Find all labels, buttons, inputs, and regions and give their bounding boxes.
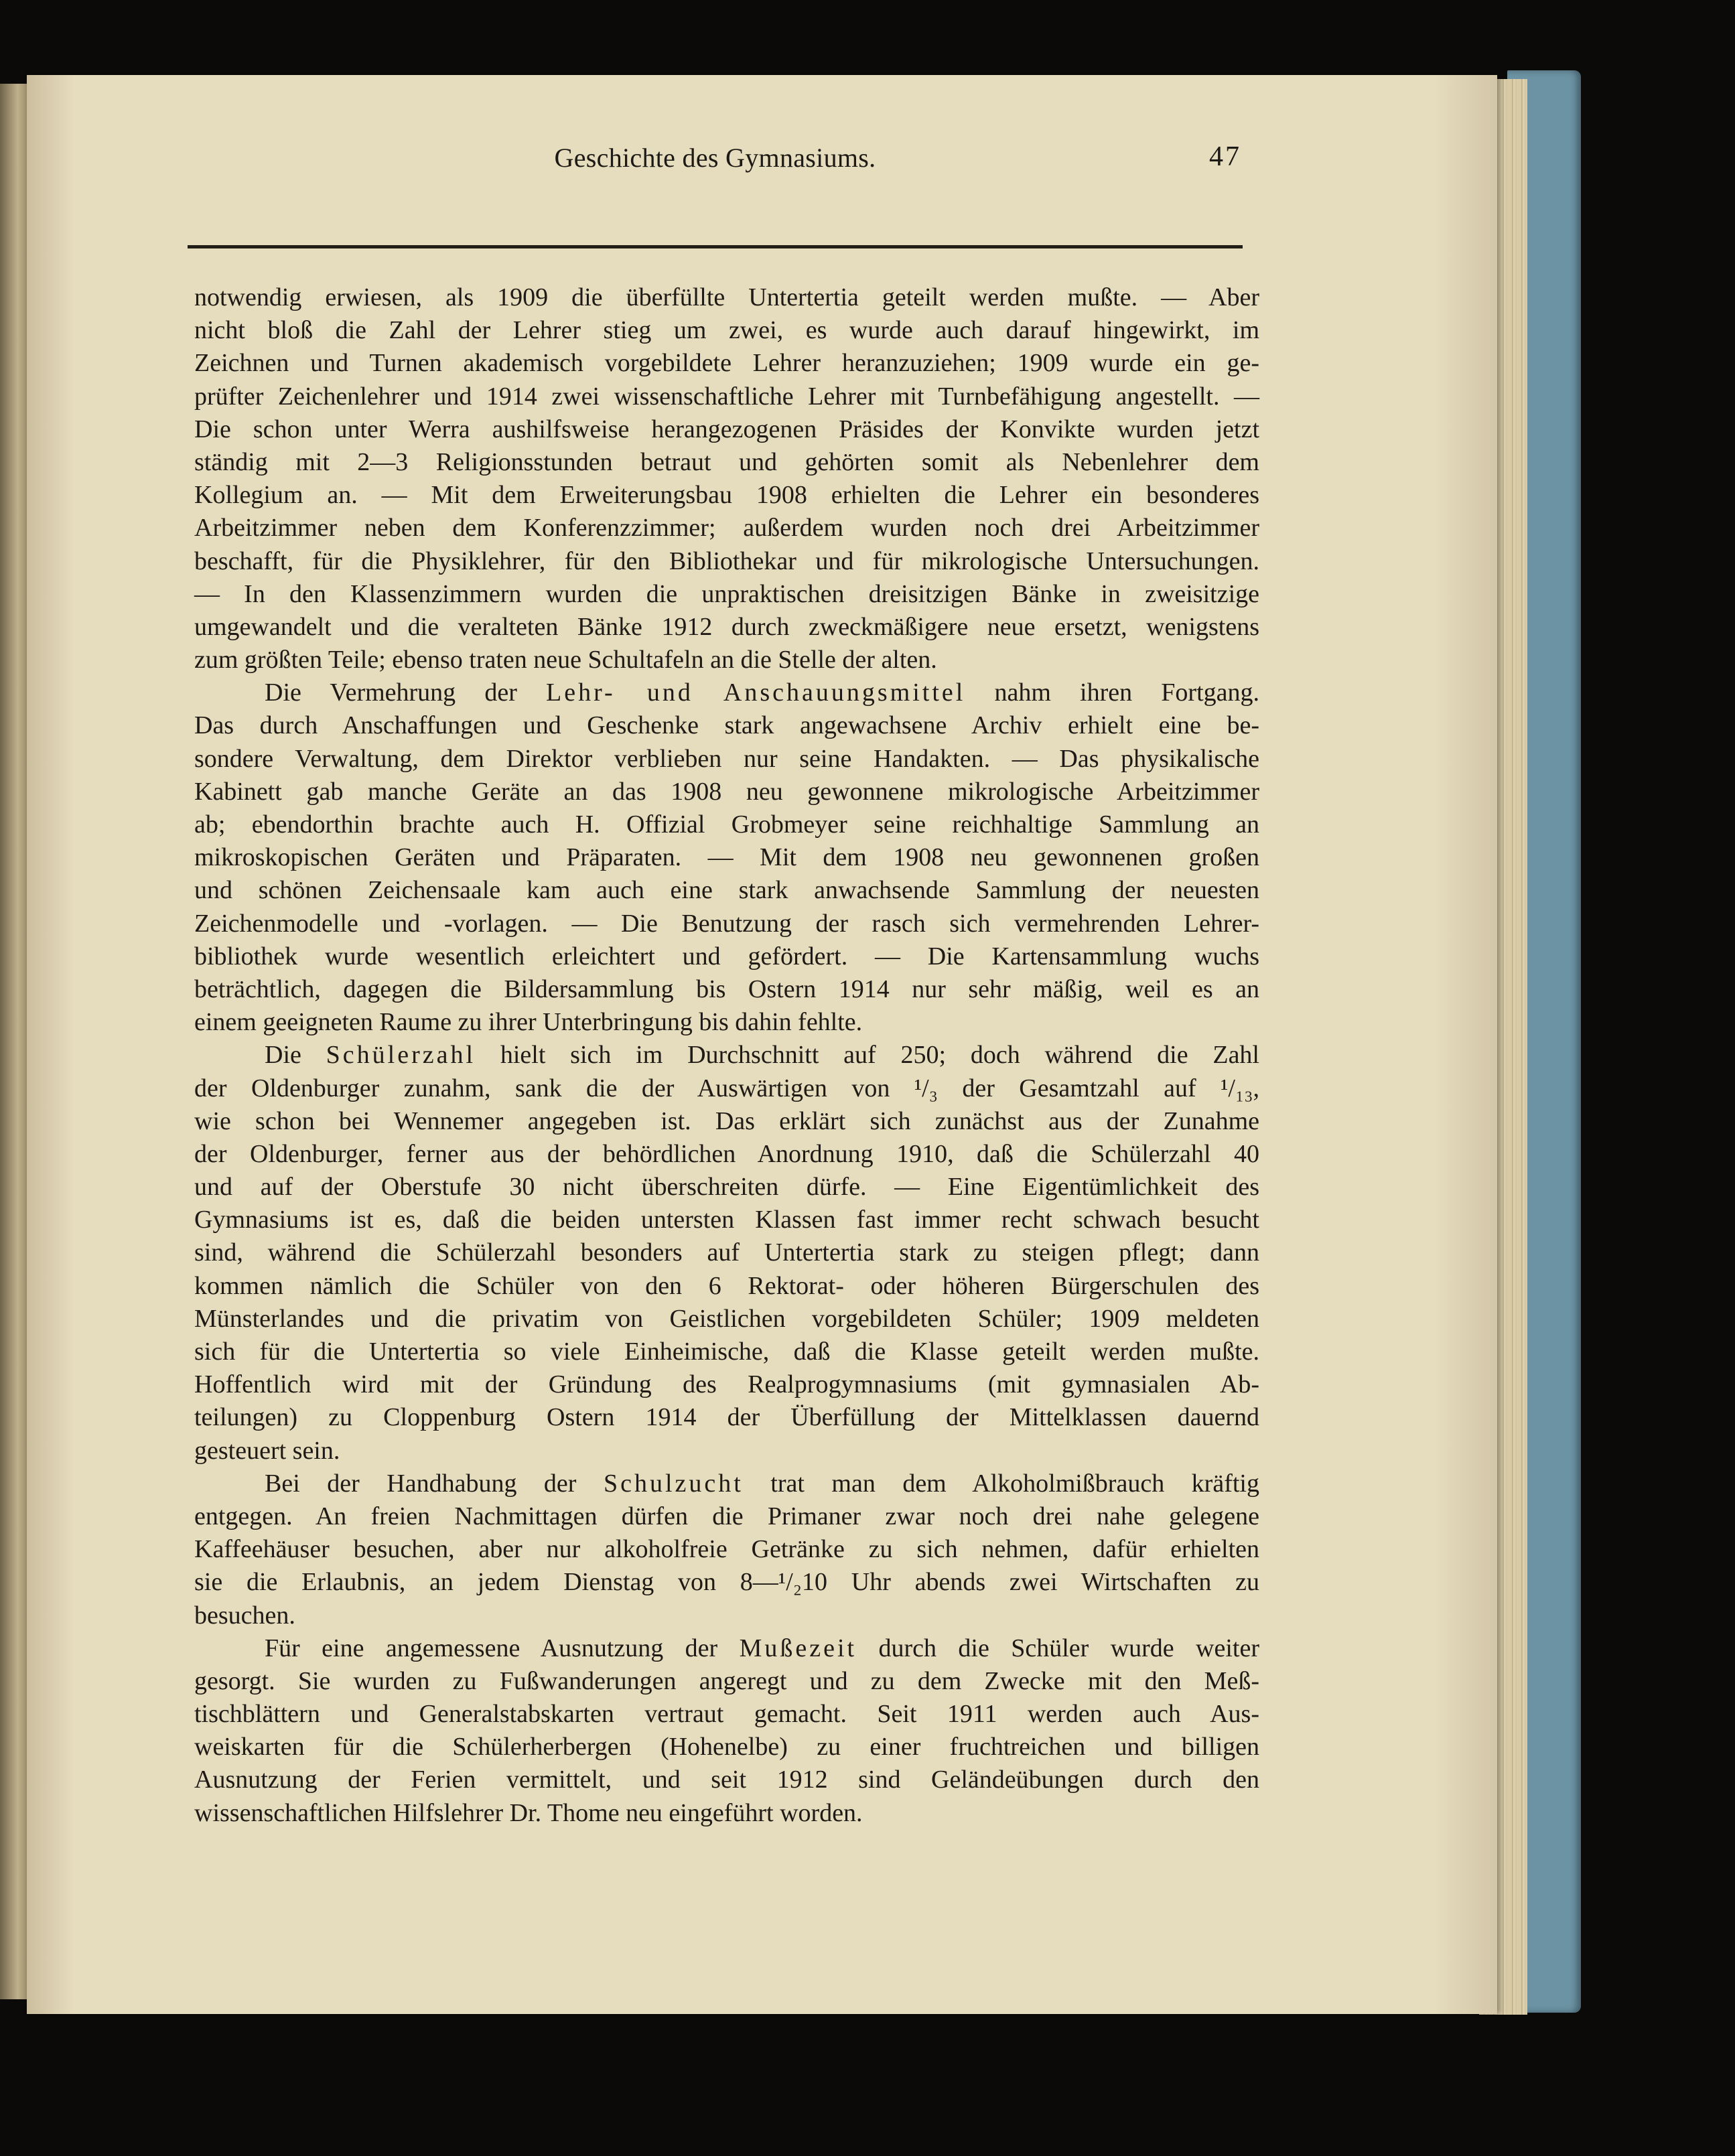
text-line: notwendig erwiesen, als 1909 die überfüllte Untertertia geteilt werden mußte. — Aber xyxy=(194,283,1259,311)
text-line: Zeichenmodelle und -vorlagen. — Die Benutzung der rasch sich vermehrenden Lehrer- xyxy=(194,909,1259,938)
text-line: und schönen Zeichensaale kam auch eine stark anwachsende Sammlung der neuesten xyxy=(194,876,1259,905)
text-line: entgegen. An freien Nachmittagen dürfen die Primaner zwar noch drei nahe gelegene xyxy=(194,1502,1259,1530)
text-line: tischblättern und Generalstabskarten vertraut gemacht. Seit 1911 werden auch Aus- xyxy=(194,1700,1259,1729)
text-line: sind, während die Schülerzahl besonders auf Untertertia stark zu steigen pflegt; dann xyxy=(194,1238,1259,1267)
text-line: Das durch Anschaffungen und Geschenke stark angewachsene Archiv erhielt eine be- xyxy=(194,711,1259,740)
text-line xyxy=(194,1467,1259,1500)
text-line xyxy=(194,1632,1259,1665)
text-line: und auf der Oberstufe 30 nicht überschreiten dürfe. — Eine Eigentümlichkeit des xyxy=(194,1173,1259,1202)
text-run: nahm ihren Fortgang. xyxy=(965,678,1260,707)
text-line: nicht bloß die Zahl der Lehrer stieg um zwei, es wurde auch darauf hingewirkt, im xyxy=(194,316,1259,345)
text-run: hielt sich im Durchschnitt auf 250; doch während die Zahl xyxy=(476,1041,1259,1070)
text-line: gesorgt. Sie wurden zu Fußwanderungen angeregt und zu dem Zwecke mit den Meß- xyxy=(194,1666,1259,1695)
text-line: bibliothek wurde wesentlich erleichtert und gefördert. — Die Kartensammlung wuchs xyxy=(194,942,1259,971)
text-run: Die Vermehrung der xyxy=(265,678,547,707)
text-run: Die xyxy=(265,1041,326,1070)
text-line: prüfter Zeichenlehrer und 1914 zwei wissenschaftliche Lehrer mit Turnbefähigung angestellt. — xyxy=(194,382,1259,411)
text-line: ständig mit 2—3 Religionsstunden betraut und gehörten somit als Nebenlehrer dem xyxy=(194,447,1259,476)
text-line: besuchen. xyxy=(194,1601,295,1630)
spaced-keyword: Schulzucht xyxy=(603,1469,744,1498)
text-line: — In den Klassenzimmern wurden die unpraktischen dreisitzigen Bänke in zweisitzige xyxy=(194,579,1259,608)
page-number: 47 xyxy=(1209,141,1241,172)
spaced-keyword: Mußezeit xyxy=(739,1634,857,1662)
text-line: der Oldenburger zunahm, sank die der Auswärtigen von ¹/₃ der Gesamtzahl auf ¹/₁₃, xyxy=(194,1074,1259,1102)
text-line: sie die Erlaubnis, an jedem Dienstag von 8—¹/₂10 Uhr abends zwei Wirtschaften zu xyxy=(194,1568,1259,1597)
text-line xyxy=(194,1039,1259,1072)
text-line: beträchtlich, dagegen die Bildersammlung bis Ostern 1914 nur sehr mäßig, weil es an xyxy=(194,975,1259,1003)
text-run: Für eine angemessene Ausnutzung der xyxy=(265,1634,740,1662)
text-run: Bei der Handhabung der xyxy=(265,1469,604,1498)
text-line: Kabinett gab manche Geräte an das 1908 neu gewonnene mikrologische Arbeitzimmer xyxy=(194,777,1259,806)
text-line: wissenschaftlichen Hilfslehrer Dr. Thome neu eingeführt worden. xyxy=(194,1798,863,1827)
text-line: Die schon unter Werra aushilfsweise herangezogenen Präsides der Konvikte wurden jetzt xyxy=(194,415,1259,443)
text-run: trat man dem Alkoholmißbrauch kräftig xyxy=(743,1469,1259,1498)
text-line: Zeichnen und Turnen akademisch vorgebildete Lehrer heranzuziehen; 1909 wurde ein ge- xyxy=(194,349,1259,378)
text-line: weiskarten für die Schülerherbergen (Hohenelbe) zu einer fruchtreichen und billigen xyxy=(194,1733,1259,1762)
text-line: ab; ebendorthin brachte auch H. Offizial Grobmeyer seine reichhaltige Sammlung an xyxy=(194,810,1259,839)
running-title: Geschichte des Gymnasiums. xyxy=(554,143,876,173)
text-line: der Oldenburger, ferner aus der behördlichen Anordnung 1910, daß die Schülerzahl 40 xyxy=(194,1139,1259,1168)
text-line: wie schon bei Wennemer angegeben ist. Das erklärt sich zunächst aus der Zunahme xyxy=(194,1106,1259,1135)
text-line: teilungen) zu Cloppenburg Ostern 1914 der Überfüllung der Mittelklassen dauernd xyxy=(194,1403,1259,1432)
text-line: Kollegium an. — Mit dem Erweiterungsbau 1908 erhielten die Lehrer ein besonderes xyxy=(194,481,1259,510)
text-line: gesteuert sein. xyxy=(194,1436,340,1465)
text-line: Gymnasiums ist es, daß die beiden untersten Klassen fast immer recht schwach besucht xyxy=(194,1206,1259,1234)
text-line: Arbeitzimmer neben dem Konferenzzimmer; außerdem wurden noch drei Arbeitzimmer xyxy=(194,514,1259,543)
body-text xyxy=(194,281,1259,1830)
text-line: umgewandelt und die veralteten Bänke 1912 durch zweckmäßigere neue ersetzt, wenigstens xyxy=(194,612,1259,641)
text-line: Kaffeehäuser besuchen, aber nur alkoholfreie Getränke zu sich nehmen, dafür erhielten xyxy=(194,1535,1259,1564)
text-run: durch die Schüler wurde weiter xyxy=(857,1634,1259,1662)
text-line: kommen nämlich die Schüler von den 6 Rektorat- oder höheren Bürgerschulen des xyxy=(194,1271,1259,1300)
text-line: beschafft, für die Physiklehrer, für den Bibliothekar und für mikrologische Untersuchungen. xyxy=(194,547,1259,575)
spaced-keyword: Lehr- und Anschauungsmittel xyxy=(546,678,966,707)
text-line: sich für die Untertertia so viele Einheimische, daß die Klasse geteilt werden mußte. xyxy=(194,1338,1259,1366)
text-line: Münsterlandes und die privatim von Geistlichen vorgebildeten Schüler; 1909 meldeten xyxy=(194,1304,1259,1333)
text-line: sondere Verwaltung, dem Direktor verblieben nur seine Handakten. — Das physikalische xyxy=(194,744,1259,773)
text-line: Ausnutzung der Ferien vermittelt, und seit 1912 sind Geländeübungen durch den xyxy=(194,1766,1259,1794)
text-line: mikroskopischen Geräten und Präparaten. — Mit dem 1908 neu gewonnenen großen xyxy=(194,843,1259,872)
text-line xyxy=(194,676,1259,709)
text-line: zum größten Teile; ebenso traten neue Schultafeln an die Stelle der alten. xyxy=(194,646,937,674)
spaced-keyword: Schülerzahl xyxy=(326,1041,476,1070)
running-header xyxy=(188,134,1243,188)
text-line: Hoffentlich wird mit der Gründung des Realprogymnasiums (mit gymnasialen Ab- xyxy=(194,1370,1259,1399)
text-line: einem geeigneten Raume zu ihrer Unterbringung bis dahin fehlte. xyxy=(194,1008,863,1037)
header-rule xyxy=(188,245,1243,248)
